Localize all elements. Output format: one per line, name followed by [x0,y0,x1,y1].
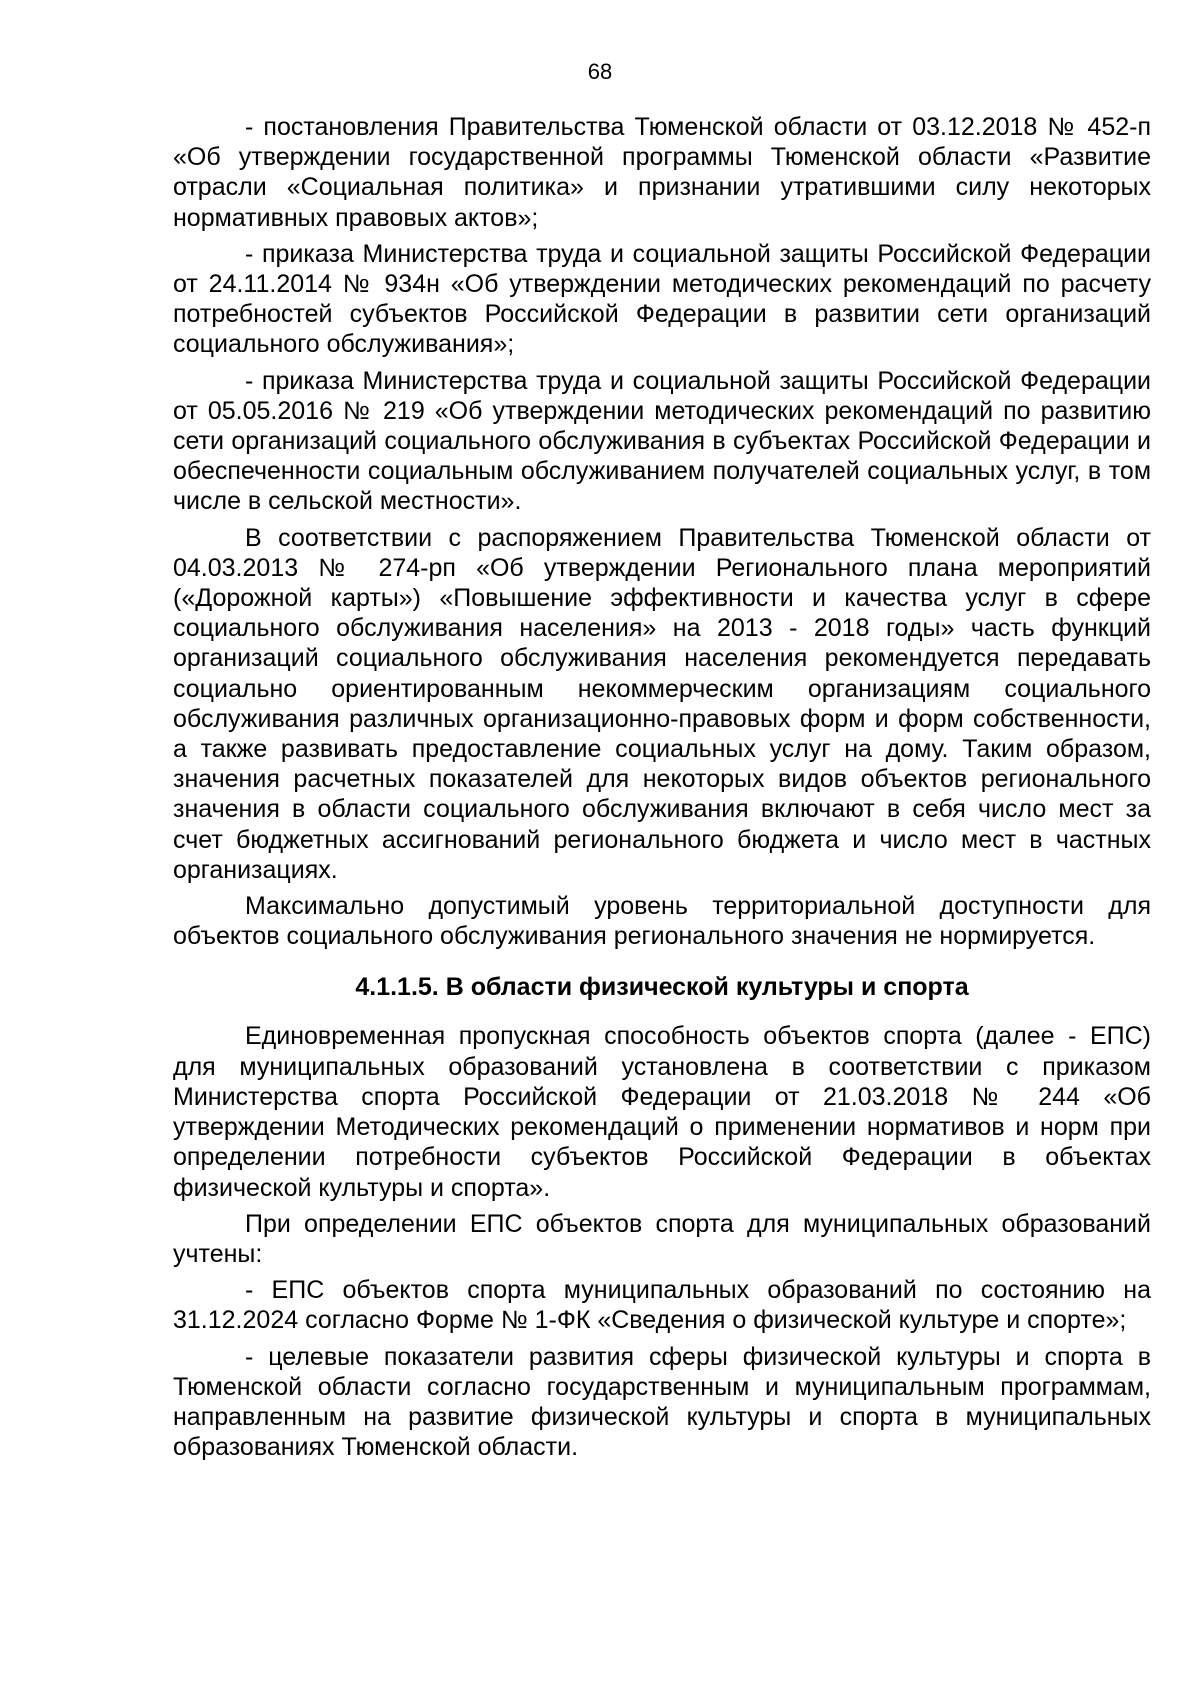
paragraph-target-indicators: - целевые показатели развития сферы физической культуры и спорта в Тюменской области согласно государственным и муниципальным программам, направленным на развитие физической культуры и спорта в муниципальных образованиях Тюменской области. [173,1342,1151,1462]
paragraph-order-934n: - приказа Министерства труда и социальной защиты Российской Федерации от 24.11.2014 № 934н «Об утверждении методических рекомендаций по расчету потребностей субъектов Российской Федерации в развитии сети организаций социального обслуживания»; [173,239,1151,359]
paragraph-eps-form-1fk: - ЕПС объектов спорта муниципальных образований по состоянию на 31.12.2024 согласно Форме № 1-ФК «Сведения о физической культуре и спорте»; [173,1276,1151,1335]
paragraph-accessibility: Максимально допустимый уровень территориальной доступности для объектов социального обслуживания регионального значения не нормируется. [173,892,1151,951]
paragraph-decree-452p: - постановления Правительства Тюменской области от 03.12.2018 № 452-п «Об утверждении государственной программы Тюменской области «Развитие отрасли «Социальная политика» и признании утратившими силу некоторых нормативных правовых актов»; [173,113,1151,232]
paragraph-eps-considered: При определении ЕПС объектов спорта для муниципальных образований учтены: [173,1209,1151,1268]
paragraph-order-219: - приказа Министерства труда и социальной защиты Российской Федерации от 05.05.2016 № 219 «Об утверждении методических рекомендаций по развитию сети организаций социального обслуживания в субъектах Российской Федерации и обеспеченности социальным обслуживанием получателей социальных услуг, в том числе в сельской местности». [173,366,1151,516]
paragraph-eps-definition: Единовременная пропускная способность объектов спорта (далее - ЕПС) для муниципальных образований установлена в соответствии с приказом Министерства спорта Российской Федерации от 21.03.2018 № 244 «Об утверждении Методических рекомендаций о применении нормативов и норм при определении потребности субъектов Российской Федерации в объектах физической культуры и спорта». [173,1022,1151,1202]
document-body [173,112,1151,1468]
paragraph-roadmap-274rp: В соответствии с распоряжением Правительства Тюменской области от 04.03.2013 № 274-рп «Об утверждении Регионального плана мероприятий («Дорожной карты») «Повышение эффективности и качества услуг в сфере социального обслуживания населения» на 2013 - 2018 годы» часть функций организаций социального обслуживания населения рекомендуется передавать социально ориентированным некоммерческим организациям социального обслуживания различных организационно-правовых форм и форм собственности, а также развивать предоставление социальных услуг на дому. Таким образом, значения расчетных показателей для некоторых видов объектов регионального значения в области социального обслуживания включают в себя число мест за счет бюджетных ассигнований регионального бюджета и число мест в частных организациях. [173,523,1151,884]
page-number: 68 [587,59,613,84]
section-heading: 4.1.1.5. В области физической культуры и спорта [355,973,969,1002]
